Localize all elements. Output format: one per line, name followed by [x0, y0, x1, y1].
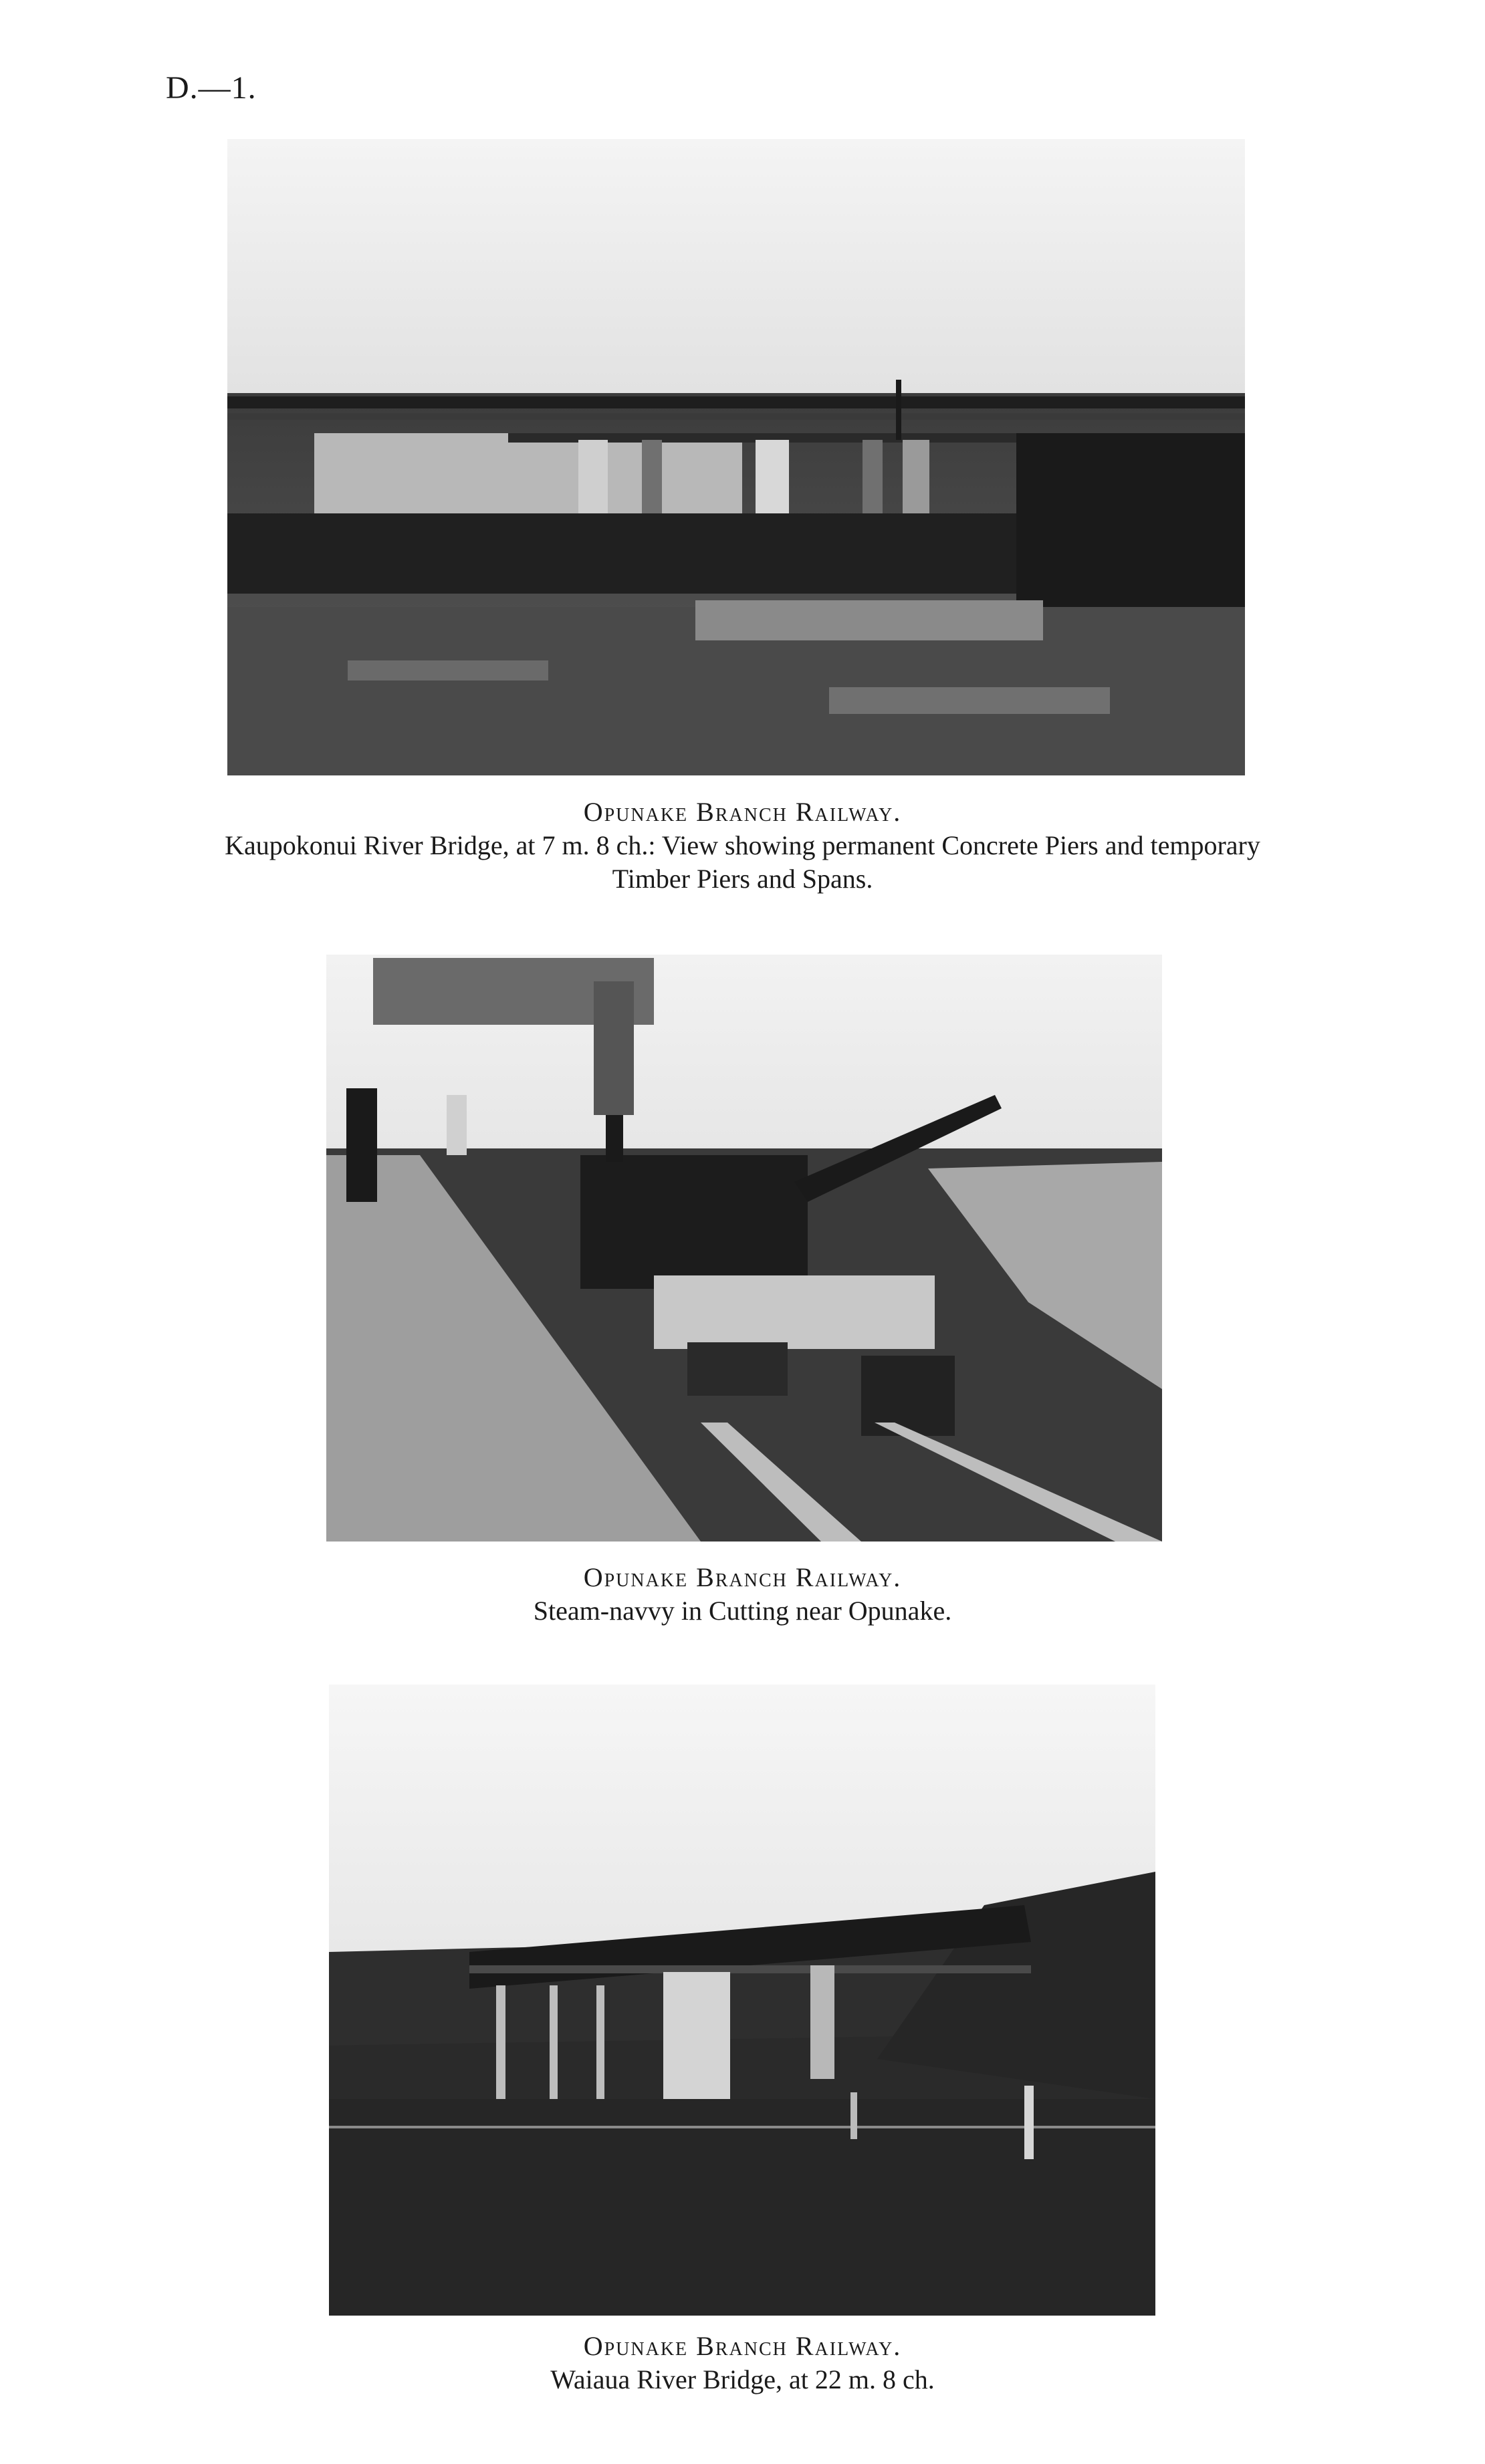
figure-heading-1: Opunake Branch Railway. [583, 797, 902, 827]
figure-text-2: Steam-navvy in Cutting near Opunake. [533, 1596, 952, 1626]
figure-caption-1 [0, 795, 1485, 896]
photo-steam-navvy [326, 955, 1162, 1542]
figure-text-3: Waiaua River Bridge, at 22 m. 8 ch. [550, 2364, 935, 2394]
figure-caption-2 [0, 1561, 1485, 1628]
figure-text-1: Kaupokonui River Bridge, at 7 m. 8 ch.: View showing permanent Concrete Piers and temporary Timber Piers and Spans. [225, 830, 1260, 894]
figure-caption-3 [0, 2330, 1485, 2396]
page-reference: D.—1. [166, 70, 257, 106]
figure-heading-3: Opunake Branch Railway. [583, 2331, 902, 2361]
photo-kaupokonui-bridge [227, 139, 1245, 775]
figure-heading-2: Opunake Branch Railway. [583, 1562, 902, 1592]
photo-waiaua-bridge [329, 1685, 1155, 2316]
